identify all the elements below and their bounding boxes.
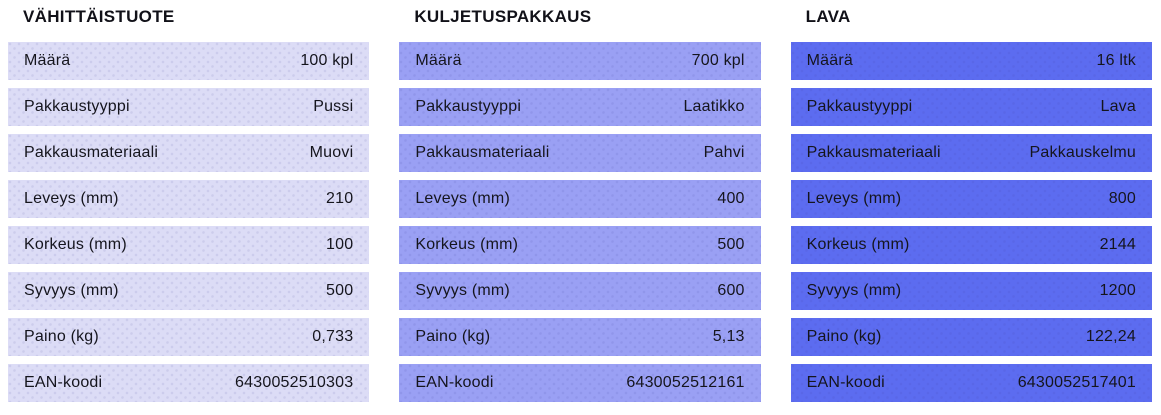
row-value: 600 xyxy=(717,282,745,299)
table-row xyxy=(399,364,760,402)
row-label: Syvyys (mm) xyxy=(806,282,902,299)
table-row xyxy=(8,318,369,356)
row-label: Leveys (mm) xyxy=(415,190,510,207)
row-value: 2144 xyxy=(1099,236,1136,253)
row-value: 6430052512161 xyxy=(626,374,745,391)
row-value: 210 xyxy=(326,190,354,207)
row-value: 16 ltk xyxy=(1096,52,1136,69)
table-row xyxy=(8,180,369,218)
column-rows xyxy=(8,42,369,402)
row-label: EAN-koodi xyxy=(24,374,103,391)
row-label: Syvyys (mm) xyxy=(415,282,510,299)
table-row xyxy=(8,88,369,126)
row-value: 6430052517401 xyxy=(1017,374,1136,391)
table-row xyxy=(791,42,1152,80)
row-label: Pakkausmateriaali xyxy=(806,144,941,161)
table-row xyxy=(791,272,1152,310)
table-row xyxy=(399,318,760,356)
row-label: Leveys (mm) xyxy=(24,190,119,207)
row-value: 500 xyxy=(326,282,354,299)
table-row xyxy=(399,180,760,218)
row-label: Pakkaustyyppi xyxy=(806,98,913,115)
row-value: 1200 xyxy=(1099,282,1136,299)
table-row xyxy=(399,226,760,264)
table-row xyxy=(399,134,760,172)
row-label: EAN-koodi xyxy=(415,374,494,391)
row-label: Pakkausmateriaali xyxy=(24,144,159,161)
row-label: Paino (kg) xyxy=(24,328,99,345)
table-row xyxy=(8,364,369,402)
row-value: 0,733 xyxy=(312,328,354,345)
row-value: 800 xyxy=(1108,190,1136,207)
column-title: VÄHITTÄISTUOTE xyxy=(23,7,175,26)
row-label: Pakkaustyyppi xyxy=(24,98,130,115)
table-row xyxy=(791,226,1152,264)
table-row xyxy=(399,88,760,126)
row-value: 122,24 xyxy=(1085,328,1136,345)
table-row xyxy=(8,42,369,80)
table-row xyxy=(791,318,1152,356)
row-value: 500 xyxy=(717,236,745,253)
row-label: Määrä xyxy=(24,52,71,69)
row-value: Pussi xyxy=(313,98,354,115)
row-value: Lava xyxy=(1100,98,1136,115)
row-value: Muovi xyxy=(309,144,354,161)
row-label: Leveys (mm) xyxy=(806,190,902,207)
row-value: Laatikko xyxy=(683,98,745,115)
table-row xyxy=(791,134,1152,172)
row-label: Syvyys (mm) xyxy=(24,282,119,299)
row-value: 700 kpl xyxy=(691,52,745,69)
table-row xyxy=(399,42,760,80)
row-label: Määrä xyxy=(806,52,854,69)
row-value: 100 xyxy=(326,236,354,253)
row-label: Määrä xyxy=(415,52,462,69)
row-label: Pakkaustyyppi xyxy=(415,98,522,115)
row-value: 400 xyxy=(717,190,745,207)
row-label: Paino (kg) xyxy=(415,328,491,345)
row-label: Korkeus (mm) xyxy=(24,236,127,253)
column-title: KULJETUSPAKKAUS xyxy=(414,7,592,26)
row-label: EAN-koodi xyxy=(806,374,885,391)
table-row xyxy=(8,134,369,172)
row-label: Paino (kg) xyxy=(806,328,882,345)
row-label: Korkeus (mm) xyxy=(415,236,519,253)
table-row xyxy=(791,180,1152,218)
packaging-column xyxy=(791,0,1152,402)
row-label: Pakkausmateriaali xyxy=(415,144,550,161)
column-title: LAVA xyxy=(805,7,851,26)
table-row xyxy=(791,364,1152,402)
row-value: Pahvi xyxy=(703,144,745,161)
packaging-column xyxy=(8,0,369,402)
table-row xyxy=(791,88,1152,126)
table-row xyxy=(8,272,369,310)
row-label: Korkeus (mm) xyxy=(806,236,910,253)
column-rows xyxy=(399,42,760,402)
table-row xyxy=(8,226,369,264)
row-value: 6430052510303 xyxy=(235,374,354,391)
packaging-column xyxy=(399,0,760,402)
row-value: 5,13 xyxy=(712,328,745,345)
row-value: Pakkauskelmu xyxy=(1029,144,1136,161)
column-rows xyxy=(791,42,1152,402)
table-row xyxy=(399,272,760,310)
row-value: 100 kpl xyxy=(300,52,354,69)
